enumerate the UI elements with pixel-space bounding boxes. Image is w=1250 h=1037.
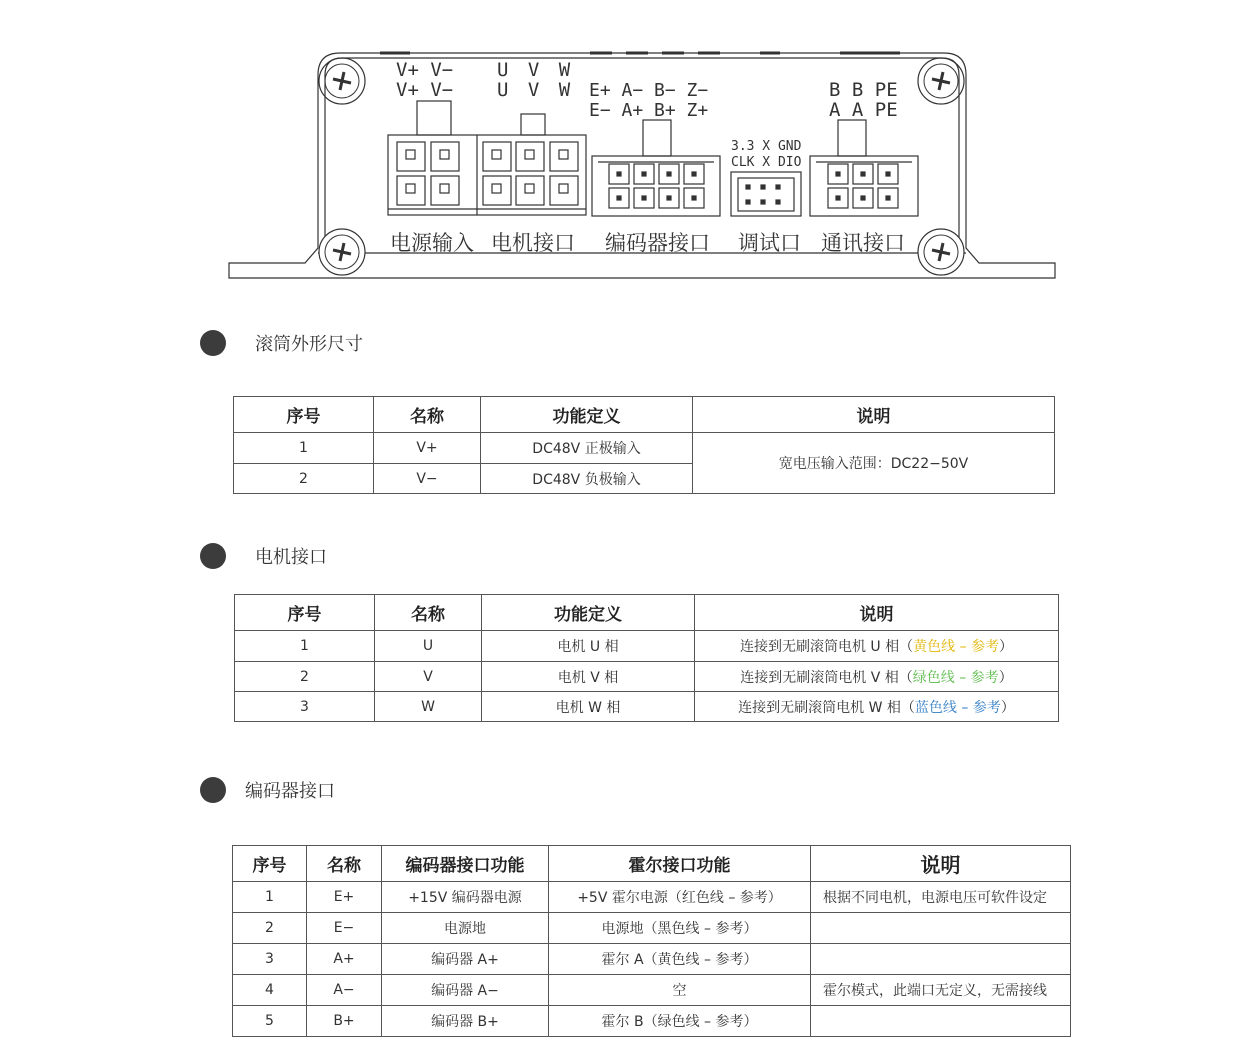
header-name: 名称	[307, 846, 382, 882]
label-power: 电源输入	[390, 231, 474, 255]
cell-desc: 霍尔模式，此端口无定义，无需接线	[811, 975, 1071, 1006]
cell-note: 宽电压输入范围：DC22−50V	[693, 433, 1055, 494]
header-desc: 说明	[695, 595, 1059, 631]
cell-no: 5	[233, 1006, 307, 1037]
cell-name: V	[375, 662, 482, 692]
debug-pins-top: 3.3 X GND	[731, 139, 802, 154]
cell-name: B+	[307, 1006, 382, 1037]
wire-color-text: 绿色线 – 参考	[912, 669, 999, 686]
controller-panel-diagram	[0, 0, 1250, 290]
cell-desc	[695, 631, 1059, 662]
desc-text: 连接到无刷滚筒电机 V 相（	[740, 669, 913, 686]
cell-name: W	[375, 692, 482, 722]
header-desc: 说明	[811, 846, 1071, 882]
desc-close: ）	[998, 669, 1013, 686]
cell-desc	[811, 913, 1071, 944]
header-no: 序号	[235, 595, 375, 631]
cell-name: E−	[307, 913, 382, 944]
cell-hall: 空	[549, 975, 811, 1006]
section-title: 滚筒外形尺寸	[255, 334, 363, 355]
desc-text: 连接到无刷滚筒电机 U 相（	[739, 639, 914, 655]
cell-no: 1	[233, 882, 307, 913]
cell-func: DC48V 负极输入	[481, 464, 693, 494]
cell-desc	[695, 692, 1059, 722]
table-row	[233, 975, 1071, 1006]
power-table	[233, 396, 1055, 494]
header-name: 名称	[374, 397, 481, 433]
cell-func: 电机 V 相	[482, 662, 695, 692]
cell-name: A−	[307, 975, 382, 1006]
cell-hall: 电源地（黑色线 – 参考）	[549, 913, 811, 944]
wire-color-text: 蓝色线 – 参考	[914, 699, 1001, 716]
motor-pins-bottom: U V W	[497, 79, 575, 101]
wire-color-text: 黄色线 – 参考	[913, 639, 1000, 655]
debug-connector	[731, 172, 801, 216]
bullet-dot	[200, 543, 226, 569]
table-row	[233, 1006, 1071, 1037]
encoder-pins-top: E+ A− B− Z−	[589, 80, 709, 101]
section-dimensions	[200, 330, 363, 356]
cell-name: V+	[374, 433, 481, 464]
header-no: 序号	[233, 846, 307, 882]
cell-encoder: 编码器 A−	[382, 975, 549, 1006]
label-comm: 通讯接口	[821, 231, 905, 255]
cell-encoder: +15V 编码器电源	[382, 882, 549, 913]
cell-desc: 根据不同电机，电源电压可软件设定	[811, 882, 1071, 913]
section-motor	[200, 543, 327, 569]
debug-pins-bottom: CLK X DIO	[731, 155, 802, 170]
power-motor-connector	[388, 101, 586, 215]
cell-desc	[811, 944, 1071, 975]
header-encoder-func: 编码器接口功能	[382, 846, 549, 882]
table-row	[235, 692, 1059, 722]
cell-hall: 霍尔 B（绿色线 – 参考）	[549, 1006, 811, 1037]
cell-func: DC48V 正极输入	[481, 433, 693, 464]
cell-no: 3	[235, 692, 375, 722]
label-encoder: 编码器接口	[605, 231, 710, 255]
section-title: 电机接口	[255, 547, 327, 568]
cell-no: 2	[235, 662, 375, 692]
cell-no: 1	[234, 433, 374, 464]
table-row	[233, 944, 1071, 975]
screw-icon-top-left	[319, 58, 365, 104]
label-motor: 电机接口	[491, 231, 575, 255]
comm-connector	[810, 120, 918, 216]
screw-icon-bottom-right	[918, 229, 964, 275]
table-row	[235, 631, 1059, 662]
encoder-table	[232, 845, 1071, 1037]
cell-name: A+	[307, 944, 382, 975]
cell-hall: 霍尔 A（黄色线 – 参考）	[549, 944, 811, 975]
cell-encoder: 编码器 B+	[382, 1006, 549, 1037]
cell-func: 电机 U 相	[482, 631, 695, 662]
table-row	[234, 433, 1055, 464]
table-row	[235, 662, 1059, 692]
power-pins-bottom: V+ V−	[396, 79, 454, 101]
header-name: 名称	[375, 595, 482, 631]
header-hall-func: 霍尔接口功能	[549, 846, 811, 882]
bullet-dot	[200, 330, 226, 356]
cell-encoder: 编码器 A+	[382, 944, 549, 975]
table-row	[233, 913, 1071, 944]
motor-pins-top: U V W	[497, 59, 575, 81]
cell-name: U	[375, 631, 482, 662]
label-debug: 调试口	[738, 231, 801, 255]
screw-icon-bottom-left	[319, 229, 365, 275]
encoder-pins-bottom: E− A+ B+ Z+	[589, 100, 709, 121]
header-no: 序号	[234, 397, 374, 433]
desc-text: 连接到无刷滚筒电机 W 相（	[738, 699, 915, 716]
cell-no: 3	[233, 944, 307, 975]
cell-desc	[695, 662, 1059, 692]
screw-icon-top-right	[918, 58, 964, 104]
cell-no: 1	[235, 631, 375, 662]
cell-desc	[811, 1006, 1071, 1037]
power-pins-top: V+ V−	[396, 59, 454, 81]
header-desc: 说明	[693, 397, 1055, 433]
section-encoder	[200, 777, 335, 803]
section-title: 编码器接口	[245, 781, 335, 802]
comm-pins-bottom: A A PE	[829, 99, 898, 121]
motor-table	[234, 594, 1059, 722]
cell-no: 2	[233, 913, 307, 944]
cell-name: E+	[307, 882, 382, 913]
cell-name: V−	[374, 464, 481, 494]
bullet-dot	[200, 777, 226, 803]
encoder-connector	[592, 120, 720, 216]
table-row	[233, 882, 1071, 913]
desc-close: ）	[999, 639, 1014, 655]
cell-func: 电机 W 相	[482, 692, 695, 722]
header-func: 功能定义	[481, 397, 693, 433]
cell-encoder: 电源地	[382, 913, 549, 944]
header-func: 功能定义	[482, 595, 695, 631]
cell-no: 4	[233, 975, 307, 1006]
desc-close: ）	[1000, 699, 1015, 716]
cell-no: 2	[234, 464, 374, 494]
cell-hall: +5V 霍尔电源（红色线 – 参考）	[549, 882, 811, 913]
comm-pins-top: B B PE	[829, 79, 898, 101]
